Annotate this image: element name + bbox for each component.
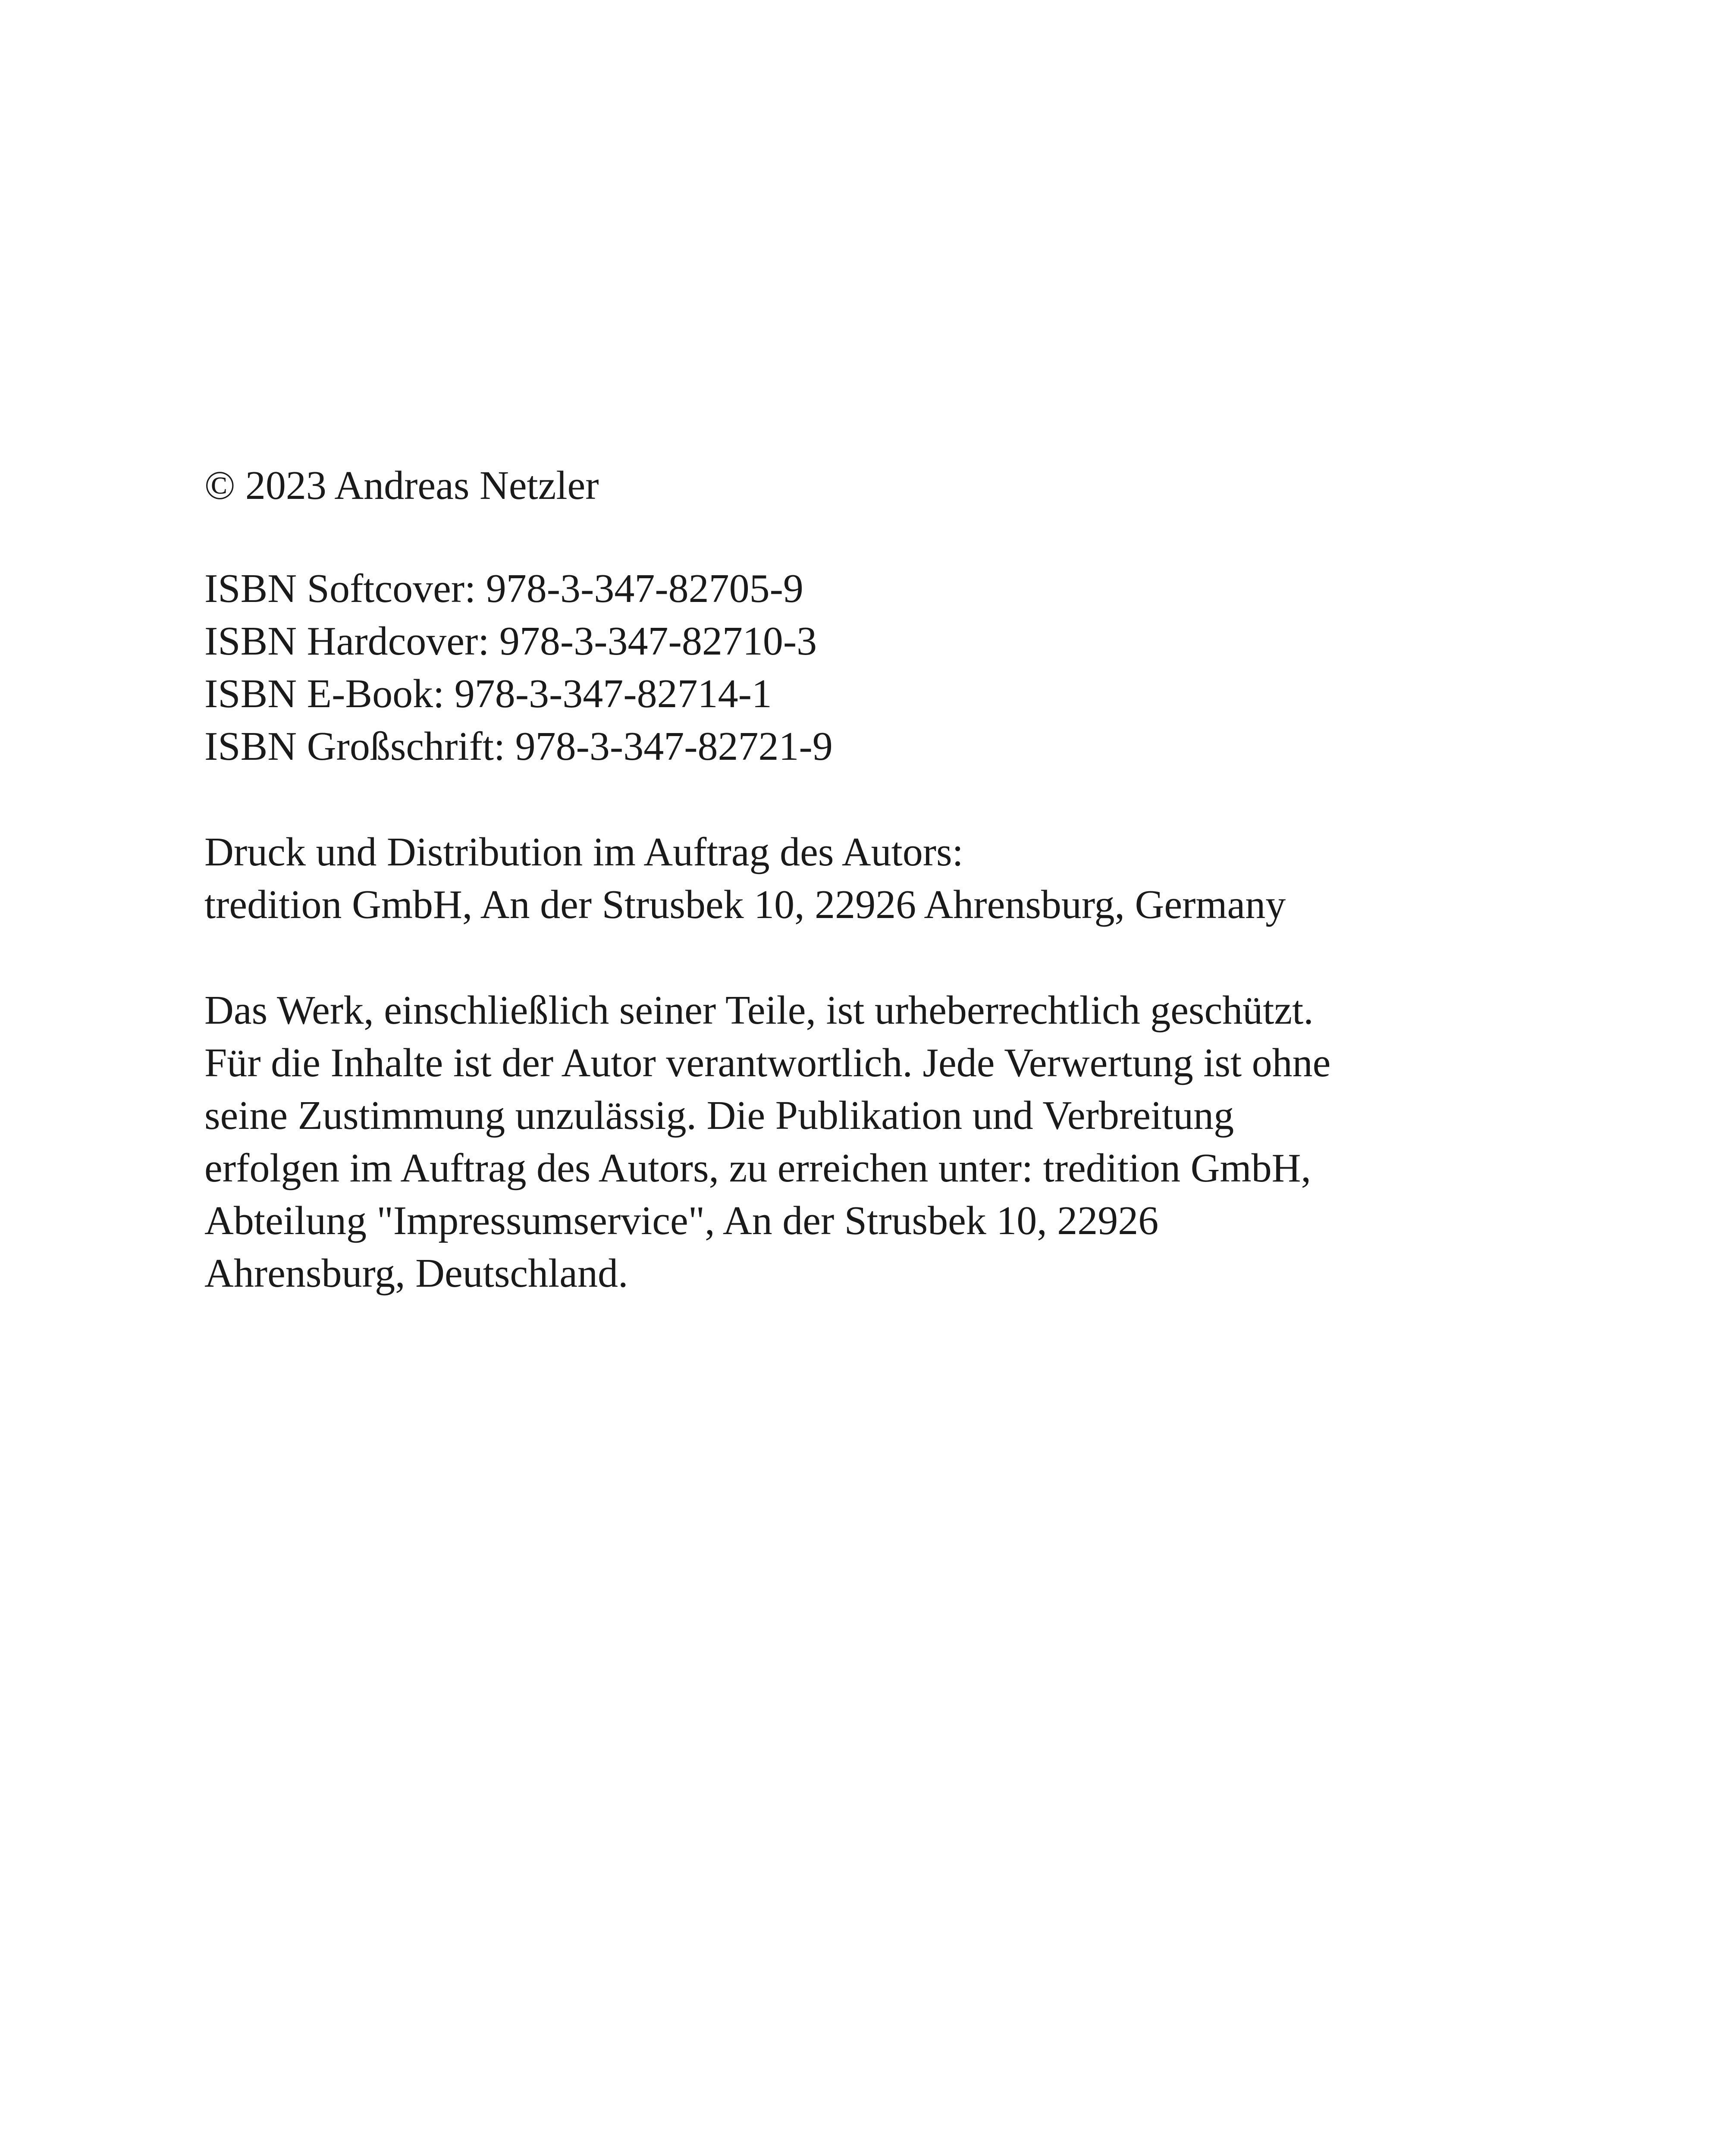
legal-notice [204, 984, 1628, 1300]
distribution-line: Druck und Distribution im Auftrag des Autors: [204, 830, 963, 874]
legal-line: Abteilung "Impressumservice", An der Strusbek 10, 22926 [204, 1198, 1159, 1243]
isbn-hardcover: ISBN Hardcover: 978-3-347-82710-3 [204, 619, 817, 664]
isbn-block [204, 562, 1628, 773]
isbn-softcover: ISBN Softcover: 978-3-347-82705-9 [204, 566, 803, 611]
publisher-address: tredition GmbH, An der Strusbek 10, 22926 Ahrensburg, Germany [204, 882, 1286, 927]
copyright-block [204, 459, 1628, 512]
legal-line: Für die Inhalte ist der Autor verantwortlich. Jede Verwertung ist ohne [204, 1040, 1331, 1085]
legal-line: Das Werk, einschließlich seiner Teile, ist urheberrechtlich geschützt. [204, 988, 1314, 1033]
legal-line: erfolgen im Auftrag des Autors, zu erreichen unter: tredition GmbH, [204, 1146, 1311, 1191]
isbn-large-print: ISBN Großschrift: 978-3-347-82721-9 [204, 724, 833, 769]
legal-line: seine Zustimmung unzulässig. Die Publikation und Verbreitung [204, 1093, 1234, 1138]
legal-line: Ahrensburg, Deutschland. [204, 1251, 628, 1296]
isbn-ebook: ISBN E-Book: 978-3-347-82714-1 [204, 671, 772, 716]
distribution-block [204, 826, 1628, 931]
copyright-line: © 2023 Andreas Netzler [204, 463, 599, 508]
